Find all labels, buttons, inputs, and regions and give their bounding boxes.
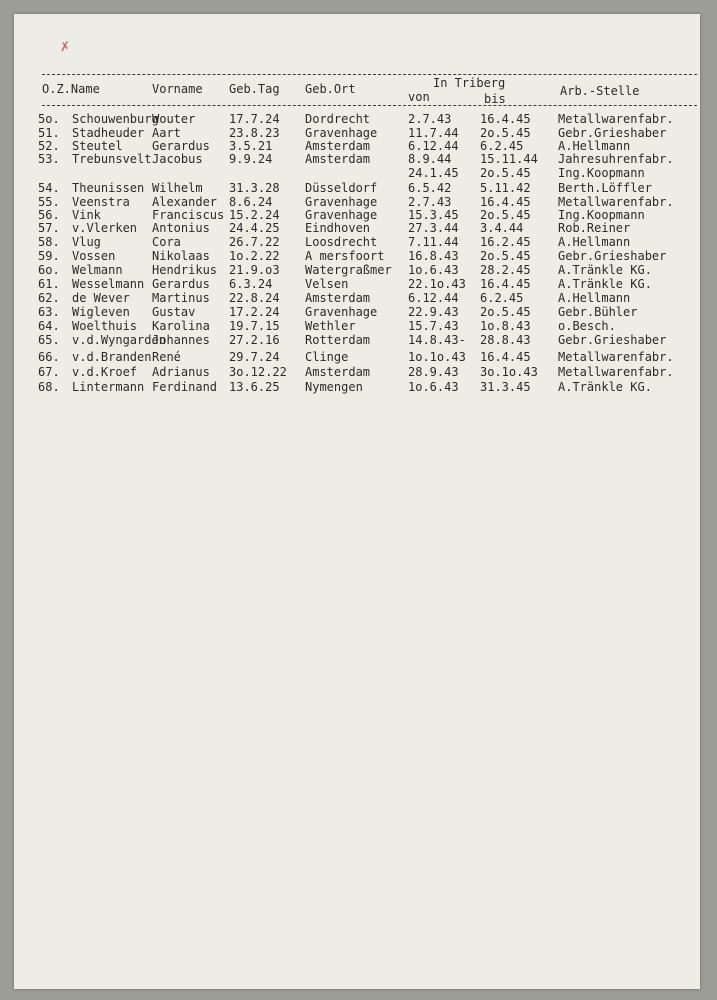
birth-place: Gravenhage <box>305 195 378 209</box>
workplace: Jahresuhrenfabr. <box>558 152 674 166</box>
birth-date: 22.8.24 <box>229 291 280 305</box>
birth-date: 9.9.24 <box>229 152 273 166</box>
birth-place: Loosdrecht <box>305 235 378 249</box>
table-row <box>0 208 717 222</box>
row-number: 52. <box>38 139 60 153</box>
row-number: 53. <box>38 152 60 166</box>
row-number: 51. <box>38 126 60 140</box>
table-row <box>0 333 717 347</box>
surname: Trebunsvelt <box>72 152 152 166</box>
from-date: 7.11.44 <box>408 235 459 249</box>
to-date: 3.4.44 <box>480 221 524 235</box>
from-date: 24.1.45 <box>408 166 459 180</box>
to-date: 5.11.42 <box>480 181 531 195</box>
to-date: 16.4.45 <box>480 277 531 291</box>
from-date: 6.12.44 <box>408 139 459 153</box>
birth-date: 1o.2.22 <box>229 249 280 263</box>
table-row <box>0 305 717 319</box>
surname: Stadheuder <box>72 126 145 140</box>
header-vorname: Vorname <box>152 82 203 96</box>
from-date: 6.12.44 <box>408 291 459 305</box>
surname: v.Vlerken <box>72 221 138 235</box>
surname: v.d.Wyngarden <box>72 333 166 347</box>
table-row <box>0 152 717 166</box>
birth-place: Düsseldorf <box>305 181 378 195</box>
to-date: 6.2.45 <box>480 139 524 153</box>
birth-date: 24.4.25 <box>229 221 280 235</box>
first-name: Wouter <box>152 112 196 126</box>
birth-date: 17.7.24 <box>229 112 280 126</box>
row-number: 58. <box>38 235 60 249</box>
birth-date: 19.7.15 <box>229 319 280 333</box>
row-number: 68. <box>38 380 60 394</box>
first-name: Franciscus <box>152 208 225 222</box>
surname: v.d.Branden <box>72 350 152 364</box>
from-date: 2.7.43 <box>408 112 452 126</box>
header-arb-stelle: Arb.-Stelle <box>560 84 640 98</box>
table-row <box>0 126 717 140</box>
birth-place: Velsen <box>305 277 349 291</box>
birth-date: 6.3.24 <box>229 277 273 291</box>
from-date: 1o.6.43 <box>408 380 459 394</box>
to-date: 31.3.45 <box>480 380 531 394</box>
to-date: 1o.8.43 <box>480 319 531 333</box>
table-row <box>0 139 717 153</box>
birth-place: Amsterdam <box>305 291 371 305</box>
birth-place: Clinge <box>305 350 349 364</box>
to-date: 16.4.45 <box>480 350 531 364</box>
to-date: 2o.5.45 <box>480 249 531 263</box>
surname: Steutel <box>72 139 123 153</box>
birth-place: Gravenhage <box>305 305 378 319</box>
first-name: Alexander <box>152 195 218 209</box>
birth-place: Nymengen <box>305 380 363 394</box>
to-date: 2o.5.45 <box>480 208 531 222</box>
first-name: Ferdinand <box>152 380 218 394</box>
first-name: Cora <box>152 235 181 249</box>
row-number: 57. <box>38 221 60 235</box>
first-name: Jacobus <box>152 152 203 166</box>
surname: Welmann <box>72 263 123 277</box>
from-date: 22.9.43 <box>408 305 459 319</box>
surname: Lintermann <box>72 380 145 394</box>
table-row <box>0 365 717 379</box>
table-row <box>0 181 717 195</box>
birth-date: 21.9.o3 <box>229 263 280 277</box>
birth-date: 29.7.24 <box>229 350 280 364</box>
from-date: 2.7.43 <box>408 195 452 209</box>
workplace: A.Hellmann <box>558 235 631 249</box>
table-row <box>0 380 717 394</box>
row-number: 64. <box>38 319 60 333</box>
header-bottom-rule <box>42 105 697 106</box>
first-name: Karolina <box>152 319 210 333</box>
workplace: Gebr.Grieshaber <box>558 333 667 347</box>
header-von: von <box>408 90 430 104</box>
birth-place: Eindhoven <box>305 221 371 235</box>
workplace: Gebr.Bühler <box>558 305 638 319</box>
table-row <box>0 319 717 333</box>
first-name: Gerardus <box>152 277 210 291</box>
table-row <box>0 291 717 305</box>
birth-date: 26.7.22 <box>229 235 280 249</box>
row-number: 54. <box>38 181 60 195</box>
workplace: o.Besch. <box>558 319 616 333</box>
birth-date: 13.6.25 <box>229 380 280 394</box>
birth-date: 23.8.23 <box>229 126 280 140</box>
birth-date: 3.5.21 <box>229 139 273 153</box>
surname: Vlug <box>72 235 101 249</box>
from-date: 1o.6.43 <box>408 263 459 277</box>
workplace: Rob.Reiner <box>558 221 631 235</box>
to-date: 28.2.45 <box>480 263 531 277</box>
birth-place: Amsterdam <box>305 152 371 166</box>
to-date: 16.2.45 <box>480 235 531 249</box>
to-date: 16.4.45 <box>480 112 531 126</box>
from-date: 8.9.44 <box>408 152 452 166</box>
first-name: Nikolaas <box>152 249 210 263</box>
to-date: 3o.1o.43 <box>480 365 538 379</box>
birth-place: Wethler <box>305 319 356 333</box>
birth-date: 27.2.16 <box>229 333 280 347</box>
red-x-mark: ✗ <box>58 35 71 56</box>
surname: Wesselmann <box>72 277 145 291</box>
row-number: 61. <box>38 277 60 291</box>
header-bis: bis <box>484 92 506 106</box>
header-in-triberg: In Triberg <box>433 76 506 90</box>
birth-place: Gravenhage <box>305 208 378 222</box>
row-number: 62. <box>38 291 60 305</box>
first-name: Adrianus <box>152 365 210 379</box>
workplace: A.Tränkle KG. <box>558 277 652 291</box>
birth-place: Rotterdam <box>305 333 371 347</box>
to-date: 2o.5.45 <box>480 166 531 180</box>
surname: Vink <box>72 208 101 222</box>
from-date: 6.5.42 <box>408 181 452 195</box>
row-number: 55. <box>38 195 60 209</box>
header-geb-tag: Geb.Tag <box>229 82 280 96</box>
from-date: 15.7.43 <box>408 319 459 333</box>
to-date: 2o.5.45 <box>480 305 531 319</box>
surname: v.d.Kroef <box>72 365 138 379</box>
workplace: A.Hellmann <box>558 139 631 153</box>
from-date: 14.8.43- <box>408 333 466 347</box>
from-date: 11.7.44 <box>408 126 459 140</box>
from-date: 27.3.44 <box>408 221 459 235</box>
row-number: 66. <box>38 350 60 364</box>
table-row <box>0 350 717 364</box>
surname: Vossen <box>72 249 116 263</box>
to-date: 2o.5.45 <box>480 126 531 140</box>
birth-place: Watergraßmer <box>305 263 392 277</box>
to-date: 28.8.43 <box>480 333 531 347</box>
row-number: 63. <box>38 305 60 319</box>
table-row <box>0 195 717 209</box>
workplace: Metallwarenfabr. <box>558 350 674 364</box>
surname: Theunissen <box>72 181 145 195</box>
workplace: Ing.Koopmann <box>558 208 645 222</box>
birth-place: Amsterdam <box>305 365 371 379</box>
workplace: Gebr.Grieshaber <box>558 249 667 263</box>
table-row <box>0 263 717 277</box>
to-date: 15.11.44 <box>480 152 538 166</box>
birth-place: Amsterdam <box>305 139 371 153</box>
table-row <box>0 277 717 291</box>
surname: Veenstra <box>72 195 130 209</box>
header-nr-name: O.Z.Name <box>42 82 100 96</box>
table-row <box>0 112 717 126</box>
table-row <box>0 166 717 180</box>
from-date: 22.1o.43 <box>408 277 466 291</box>
surname: Wigleven <box>72 305 130 319</box>
from-date: 28.9.43 <box>408 365 459 379</box>
birth-date: 17.2.24 <box>229 305 280 319</box>
row-number: 67. <box>38 365 60 379</box>
table-row <box>0 249 717 263</box>
birth-date: 15.2.24 <box>229 208 280 222</box>
workplace: Metallwarenfabr. <box>558 365 674 379</box>
birth-place: A mersfoort <box>305 249 385 263</box>
workplace: A.Tränkle KG. <box>558 380 652 394</box>
first-name: Johannes <box>152 333 210 347</box>
first-name: Antonius <box>152 221 210 235</box>
header-top-rule <box>42 74 697 75</box>
row-number: 65. <box>38 333 60 347</box>
from-date: 1o.1o.43 <box>408 350 466 364</box>
surname: Woelthuis <box>72 319 138 333</box>
birth-place: Gravenhage <box>305 126 378 140</box>
first-name: Martinus <box>152 291 210 305</box>
first-name: Gerardus <box>152 139 210 153</box>
first-name: Aart <box>152 126 181 140</box>
first-name: Gustav <box>152 305 196 319</box>
workplace: Gebr.Grieshaber <box>558 126 667 140</box>
to-date: 16.4.45 <box>480 195 531 209</box>
surname: Schouwenburg <box>72 112 159 126</box>
first-name: Hendrikus <box>152 263 218 277</box>
row-number: 59. <box>38 249 60 263</box>
header-geb-ort: Geb.Ort <box>305 82 356 96</box>
workplace: Metallwarenfabr. <box>558 195 674 209</box>
birth-date: 31.3.28 <box>229 181 280 195</box>
from-date: 15.3.45 <box>408 208 459 222</box>
birth-date: 8.6.24 <box>229 195 273 209</box>
workplace: Berth.Löffler <box>558 181 652 195</box>
first-name: René <box>152 350 181 364</box>
surname: de Wever <box>72 291 130 305</box>
workplace: Metallwarenfabr. <box>558 112 674 126</box>
birth-date: 3o.12.22 <box>229 365 287 379</box>
workplace: Ing.Koopmann <box>558 166 645 180</box>
first-name: Wilhelm <box>152 181 203 195</box>
row-number: 6o. <box>38 263 60 277</box>
workplace: A.Hellmann <box>558 291 631 305</box>
birth-place: Dordrecht <box>305 112 371 126</box>
table-row <box>0 221 717 235</box>
from-date: 16.8.43 <box>408 249 459 263</box>
table-row <box>0 235 717 249</box>
row-number: 56. <box>38 208 60 222</box>
to-date: 6.2.45 <box>480 291 524 305</box>
workplace: A.Tränkle KG. <box>558 263 652 277</box>
row-number: 5o. <box>38 112 60 126</box>
